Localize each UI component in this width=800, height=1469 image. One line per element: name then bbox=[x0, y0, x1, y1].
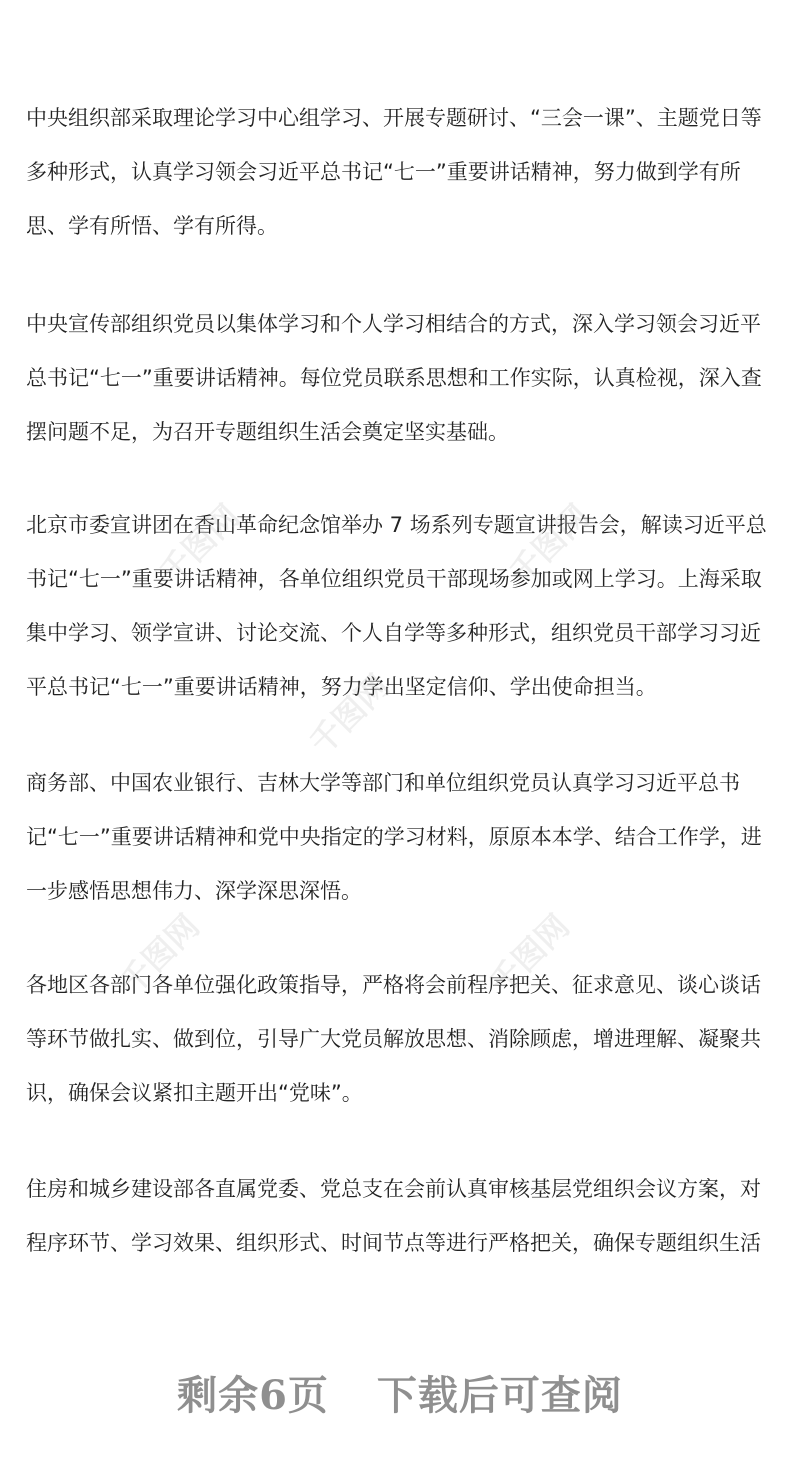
paragraph-1: 中央组织部采取理论学习中心组学习、开展专题研讨、“三会一课”、主题党日等多种形式，认真学习领会习近平总书记“七一”重要讲话精神，努力做到学有所思、学有所悟、学有所得。 bbox=[26, 106, 762, 238]
paragraph-5: 各地区各部门各单位强化政策指导，严格将会前程序把关、征求意见、谈心谈话等环节做扎实、做到位，引导广大党员解放思想、消除顾虑，增进理解、凝聚共识，确保会议紧扣主题开出“党味”。 bbox=[26, 973, 761, 1105]
download-hint-label[interactable]: 下载后可查阅 bbox=[376, 1371, 623, 1419]
watermark: 千图网 bbox=[152, 497, 247, 592]
paragraph-4: 商务部、中国农业银行、吉林大学等部门和单位组织党员认真学习习近平总书记“七一”重要讲话精神和党中央指定的学习材料，原原本本学、结合工作学，进一步感悟思想伟力、深学深思深悟。 bbox=[26, 771, 762, 903]
watermark: 千图网 bbox=[302, 667, 397, 762]
paragraph-3: 北京市委宣讲团在香山革命纪念馆举办 7 场系列专题宣讲报告会，解读习近平总书记“七一”重要讲话精神，各单位组织党员干部现场参加或网上学习。上海采取集中学习、领学宣讲、讨论交流、个人自学等多种形式，组织党员干部学习习近平总书记“七一”重要讲话精神，努力学出坚定信仰、学出使命担当。 bbox=[26, 513, 767, 699]
download-banner[interactable] bbox=[0, 1362, 800, 1422]
paragraph-2: 中央宣传部组织党员以集体学习和个人学习相结合的方式，深入学习领会习近平总书记“七一”重要讲话精神。每位党员联系思想和工作实际，认真检视，深入查摆问题不足，为召开专题组织生活会奠定坚实基础。 bbox=[26, 312, 762, 444]
remaining-pages-label: 剩余6页 bbox=[177, 1371, 329, 1419]
watermark: 千图网 bbox=[482, 907, 577, 1002]
paragraph-6: 住房和城乡建设部各直属党委、党总支在会前认真审核基层党组织会议方案，对程序环节、学习效果、组织形式、时间节点等进行严格把关，确保专题组织生活 bbox=[26, 1177, 761, 1255]
watermark: 千图网 bbox=[502, 497, 597, 592]
watermark: 千图网 bbox=[112, 907, 207, 1002]
